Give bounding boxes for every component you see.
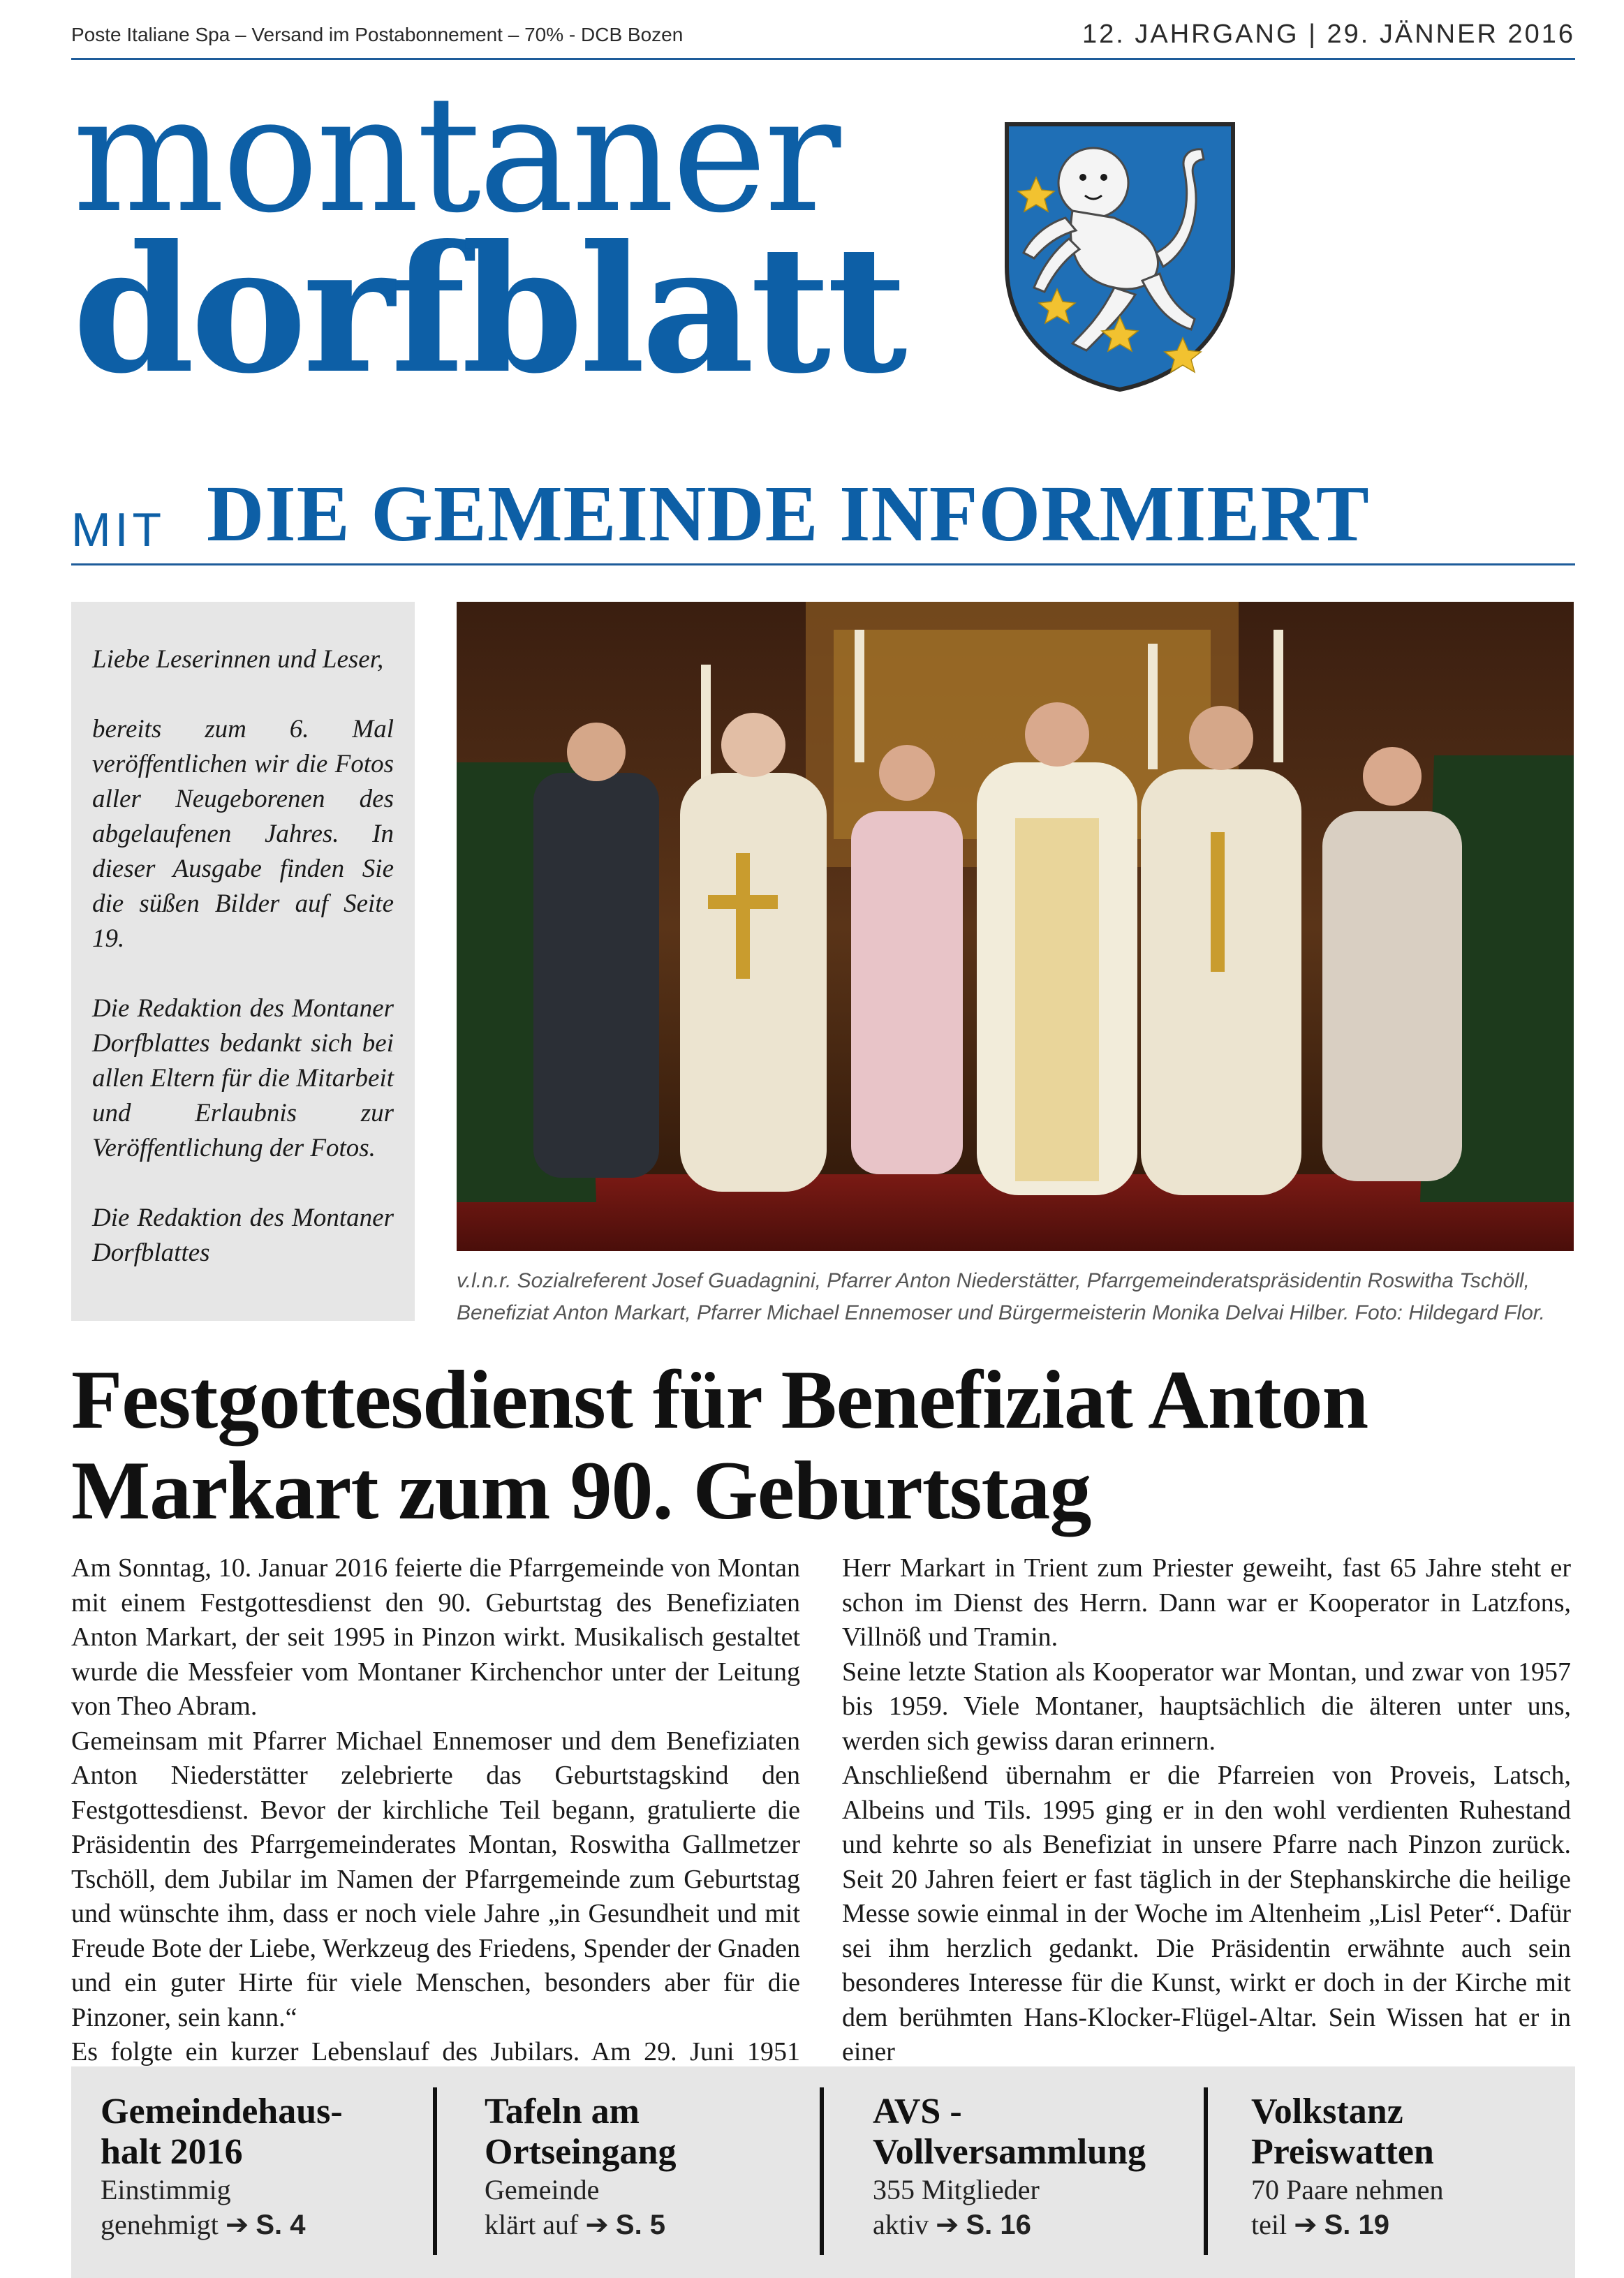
editorial-signature: Die Redaktion des Montaner Dorfblattes [92,1204,394,1267]
teaser-title: Volkstanz Preiswatten [1251,2092,1434,2172]
teaser-sub: Einstimmig [101,2174,231,2205]
article-paragraph: Herr Markart in Trient zum Priester geweiht, fast 65 Jahre steht er schon im Dienst des Herrn. Dann war er Kooperator in Latzfons, Villnöß und Tramin. [842,1553,1571,1652]
editorial-paragraph-1: bereits zum 6. Mal veröffentlichen wir die Fotos aller Neugeborenen des abgelaufenen Jahres. In dieser Ausgabe finden Sie die süßen Bilder auf Seite 19. [92,715,394,953]
teaser-sub: 355 Mitglieder [873,2174,1040,2205]
teaser-sub: aktiv ➔ S. 16 [873,2209,1031,2241]
teaser-page: S. 16 [966,2210,1031,2240]
article-paragraph: Am Sonntag, 10. Januar 2016 feierte die Pfarrgemeinde von Montan mit einem Festgottesdienst den 90. Geburtstag des Benefiziaten Anton Markart, der seit 1995 in Pinzon wirkt. Musikalisch gestaltet wurde die Messfeier vom Montaner Kirchenchor unter der Leitung von Theo Abram. [71,1553,800,1721]
right-arrow-icon: ➔ [585,2209,609,2241]
editorial-greeting: Liebe Leserinnen und Leser, [92,645,384,674]
article-paragraph: Anschließend übernahm er die Pfarreien von Proveis, Latsch, Albeins und Tils. 1995 ging er in den wohl verdienten Ruhestand und kehrte so als Benefiziat in unsere Pfarre nach Pinzon zurück. Seit 20 Jahren feiert er fast täglich in der Stephanskirche die heilige Messe sowie einmal in der Woche im Altenheim „Lisl Peter“. Dafür sei ihm herzlich gedankt. Die Präsidentin erwähnte auch sein besonderes Interesse für die Kunst, wirkt er doch in der Kirche mit dem berühmten Hans-Klocker-Flügel-Altar. Sein Wissen hat er in einer [842,1761,1571,2066]
teaser-title: AVS - Vollversammlung [873,2092,1146,2172]
postal-line: Poste Italiane Spa – Versand im Postabonnement – 70% - DCB Bozen [71,24,684,45]
teaser-item[interactable] [873,2092,1236,2252]
group-photo [457,602,1574,1251]
top-info-bar [71,21,1575,60]
article-column-1 [71,1551,800,2104]
teaser-title: Gemeindehaus- halt 2016 [101,2092,343,2172]
subtitle-bar [71,468,1575,565]
article-column-2 [842,1551,1571,2070]
teaser-page: S. 4 [256,2210,306,2240]
editorial-box [71,602,415,1321]
editorial-paragraph-2: Die Redaktion des Montaner Dorfblattes bedankt sich bei allen Eltern für die Mitarbeit und Erlaubnis zur Veröffentlichung der Fotos. [92,994,394,1162]
teaser-sub: 70 Paare nehmen [1251,2174,1444,2205]
article-paragraph: Es folgte ein kurzer Lebenslauf des Jubilars. Am 29. Juni 1951 [71,2037,800,2066]
teaser-divider [820,2087,824,2255]
subtitle-prefix: MIT [71,503,166,556]
issue-line: 12. JAHRGANG | 29. JÄNNER 2016 [1082,20,1575,49]
masthead-line1: montaner [73,62,839,249]
teaser-page: S. 5 [615,2210,666,2240]
right-arrow-icon: ➔ [935,2209,959,2241]
article-paragraph: Gemeinsam mit Pfarrer Michael Ennemoser und dem Benefiziaten Anton Niederstätter zelebrierte das Geburtstagskind den Festgottesdienst. Bevor der kirchliche Teil begann, gratulierte die Präsidentin des Pfarrgemeinderates Montan, Roswitha Gallmetzer Tschöll, dem Jubilar im Namen der Pfarrgemeinde zum Geburtstag und wünschte ihm, dass er noch viele Jahre „in Gesundheit und mit Freude Bote der Liebe, Werkzeug des Friedens, Spender der Gnaden und ein guter Hirte für viele Menschen, besonders aber für die Pinzoner, sein kann.“ [71,1726,800,2032]
right-arrow-icon: ➔ [1294,2209,1317,2241]
photo-caption: v.l.n.r. Sozialreferent Josef Guadagnini, Pfarrer Anton Niederstätter, Pfarrgemeinderatspräsidentin Roswitha Tschöll, Benefiziat Anton Markart, Pfarrer Michael Ennemoser und Bürgermeisterin Monika Delvai Hilber. Foto: Hildegard Flor. [457,1269,1545,1324]
lion-coat-of-arms-icon [1003,120,1237,392]
article-paragraph: Seine letzte Station als Kooperator war Montan, und zwar von 1957 bis 1959. Viele Montaner, hauptsächlich die älteren unter uns, werden sich gewiss daran erinnern. [842,1657,1571,1756]
right-arrow-icon: ➔ [225,2209,249,2241]
teaser-title: Tafeln am Ortseingang [485,2092,677,2172]
teaser-page: S. 19 [1324,2210,1390,2240]
teaser-sub: teil ➔ S. 19 [1251,2209,1390,2241]
subtitle-title: DIE GEMEINDE INFORMIERT [207,469,1370,558]
teaser-divider [433,2087,437,2255]
teaser-sub: klärt auf ➔ S. 5 [485,2209,666,2241]
article-headline: Festgottesdienst für Benefiziat Anton Markart zum 90. Geburtstag [71,1353,1368,1537]
masthead-line2: dorfblatt [73,207,903,412]
teaser-bar [71,2066,1575,2278]
teaser-divider [1204,2087,1208,2255]
teaser-item[interactable] [485,2092,820,2252]
teaser-sub: genehmigt ➔ S. 4 [101,2209,306,2241]
teaser-item[interactable] [101,2092,436,2252]
teaser-item[interactable] [1251,2092,1565,2252]
teaser-sub: Gemeinde [485,2174,600,2205]
